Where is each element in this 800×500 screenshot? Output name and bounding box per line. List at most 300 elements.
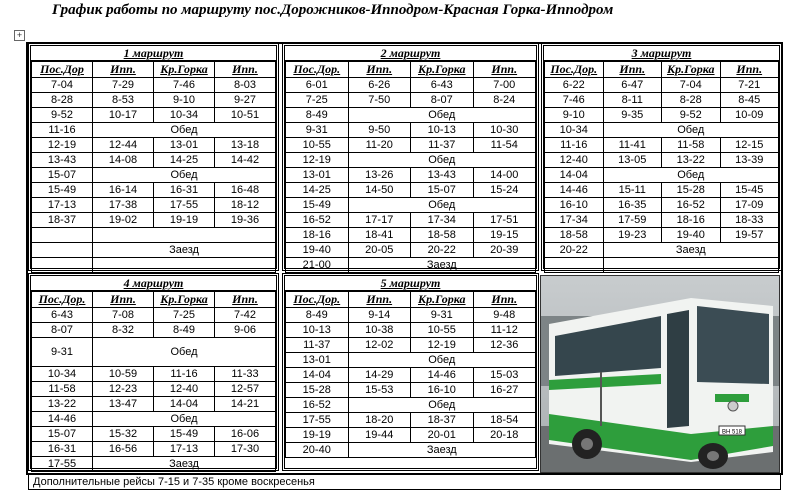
time-cell: 12-02 xyxy=(348,338,411,353)
time-cell: 12-40 xyxy=(154,382,215,397)
time-cell: 8-28 xyxy=(32,93,93,108)
route-3-block xyxy=(541,43,782,271)
time-cell: 10-38 xyxy=(348,323,411,338)
time-cell: 11-12 xyxy=(473,323,536,338)
time-cell: 14-46 xyxy=(32,412,93,427)
time-cell: 14-04 xyxy=(545,168,604,183)
time-cell: 11-54 xyxy=(473,138,536,153)
table-row xyxy=(32,367,276,382)
time-cell: 18-41 xyxy=(348,228,411,243)
time-cell: 7-00 xyxy=(473,78,536,93)
time-cell: 16-31 xyxy=(32,442,93,457)
merged-cell: Заезд xyxy=(348,258,536,273)
time-cell: 20-22 xyxy=(411,243,474,258)
table-row xyxy=(32,243,276,258)
time-cell: 9-48 xyxy=(473,308,536,323)
time-cell: 12-19 xyxy=(411,338,474,353)
table-row xyxy=(286,353,536,368)
time-cell: 19-02 xyxy=(93,213,154,228)
time-cell: 19-19 xyxy=(154,213,215,228)
time-cell: 8-07 xyxy=(32,323,93,338)
table-row xyxy=(286,228,536,243)
time-cell: 14-04 xyxy=(286,368,349,383)
column-header: Ипп. xyxy=(473,292,536,308)
merged-cell: Обед xyxy=(348,353,536,368)
table-row xyxy=(286,123,536,138)
column-header: Ипп. xyxy=(93,62,154,78)
column-header: Ипп. xyxy=(215,62,276,78)
time-cell: 12-19 xyxy=(32,138,93,153)
table-row xyxy=(545,168,779,183)
time-cell: 17-55 xyxy=(32,457,93,472)
table-row xyxy=(545,243,779,258)
time-cell: 15-53 xyxy=(348,383,411,398)
table-row xyxy=(545,108,779,123)
time-cell: 8-32 xyxy=(93,323,154,338)
page-title: График работы по маршруту пос.Дорожников-Ипподром-Красная Горка-Ипподром xyxy=(52,2,614,18)
time-cell: 17-38 xyxy=(93,198,154,213)
time-cell: 7-42 xyxy=(215,308,276,323)
bus-plate: ВН 518 xyxy=(721,429,743,436)
time-cell: 15-11 xyxy=(603,183,662,198)
time-cell: 13-47 xyxy=(93,397,154,412)
time-cell: 9-10 xyxy=(545,108,604,123)
route-2-block xyxy=(282,43,539,271)
time-cell: 12-36 xyxy=(473,338,536,353)
time-cell: 17-59 xyxy=(603,213,662,228)
time-cell: 12-15 xyxy=(720,138,779,153)
table-row xyxy=(32,457,276,472)
time-cell: 19-36 xyxy=(215,213,276,228)
table-row xyxy=(286,368,536,383)
time-cell: 8-11 xyxy=(603,93,662,108)
time-cell: 6-43 xyxy=(32,308,93,323)
table-row xyxy=(32,138,276,153)
column-header: Ипп. xyxy=(348,62,411,78)
merged-cell xyxy=(603,258,779,273)
table-row xyxy=(286,323,536,338)
time-cell: 7-08 xyxy=(93,308,154,323)
table-row xyxy=(286,213,536,228)
table-row xyxy=(32,338,276,367)
time-cell: 17-34 xyxy=(545,213,604,228)
time-cell: 13-26 xyxy=(348,168,411,183)
table-row xyxy=(32,213,276,228)
time-cell: 11-37 xyxy=(286,338,349,353)
time-cell: 6-26 xyxy=(348,78,411,93)
time-cell: 18-20 xyxy=(348,413,411,428)
table-row xyxy=(286,198,536,213)
time-cell: 14-42 xyxy=(215,153,276,168)
time-cell: 11-33 xyxy=(215,367,276,382)
table-row xyxy=(32,93,276,108)
time-cell: 7-25 xyxy=(154,308,215,323)
time-cell: 18-12 xyxy=(215,198,276,213)
time-cell: 10-09 xyxy=(720,108,779,123)
route-5-block xyxy=(282,273,539,471)
time-cell: 14-08 xyxy=(93,153,154,168)
time-cell: 8-07 xyxy=(411,93,474,108)
merged-cell: Заезд xyxy=(93,243,276,258)
time-cell: 8-49 xyxy=(286,308,349,323)
time-cell: 18-54 xyxy=(473,413,536,428)
time-cell: 14-46 xyxy=(411,368,474,383)
time-cell xyxy=(545,258,604,273)
time-cell: 20-18 xyxy=(473,428,536,443)
time-cell: 11-16 xyxy=(154,367,215,382)
time-cell: 9-35 xyxy=(603,108,662,123)
time-cell: 15-07 xyxy=(32,168,93,183)
time-cell: 14-46 xyxy=(545,183,604,198)
time-cell: 19-19 xyxy=(286,428,349,443)
time-cell: 16-52 xyxy=(662,198,721,213)
merged-cell: Обед xyxy=(93,412,276,427)
schedule-table xyxy=(285,291,536,458)
table-row xyxy=(32,78,276,93)
time-cell: 10-17 xyxy=(93,108,154,123)
time-cell: 10-51 xyxy=(215,108,276,123)
column-header: Кр.Горка xyxy=(154,292,215,308)
table-row xyxy=(286,383,536,398)
time-cell: 8-45 xyxy=(720,93,779,108)
table-row xyxy=(286,443,536,458)
time-cell: 9-10 xyxy=(154,93,215,108)
time-cell: 13-01 xyxy=(286,353,349,368)
column-header: Пос.Дор. xyxy=(32,292,93,308)
time-cell: 20-40 xyxy=(286,443,349,458)
time-cell: 7-04 xyxy=(32,78,93,93)
schedule-table xyxy=(544,61,779,273)
time-cell: 18-58 xyxy=(411,228,474,243)
column-header: Кр.Горка xyxy=(154,62,215,78)
header-row xyxy=(545,62,779,78)
schedule-table xyxy=(31,291,276,472)
time-cell: 8-28 xyxy=(662,93,721,108)
table-row xyxy=(32,323,276,338)
time-cell: 7-50 xyxy=(348,93,411,108)
table-row xyxy=(286,78,536,93)
time-cell: 20-01 xyxy=(411,428,474,443)
time-cell: 12-44 xyxy=(93,138,154,153)
time-cell: 10-30 xyxy=(473,123,536,138)
time-cell: 14-29 xyxy=(348,368,411,383)
time-cell: 17-51 xyxy=(473,213,536,228)
table-row xyxy=(32,108,276,123)
table-row xyxy=(545,123,779,138)
time-cell: 10-55 xyxy=(286,138,349,153)
time-cell: 17-09 xyxy=(720,198,779,213)
table-row xyxy=(286,413,536,428)
column-header: Ипп. xyxy=(93,292,154,308)
table-row xyxy=(286,108,536,123)
time-cell: 15-49 xyxy=(286,198,349,213)
time-cell: 10-59 xyxy=(93,367,154,382)
time-cell: 8-24 xyxy=(473,93,536,108)
time-cell: 14-25 xyxy=(154,153,215,168)
time-cell: 19-40 xyxy=(662,228,721,243)
table-row xyxy=(545,183,779,198)
merged-cell: Обед xyxy=(348,153,536,168)
time-cell: 15-32 xyxy=(93,427,154,442)
column-header: Кр.Горка xyxy=(411,292,474,308)
table-row xyxy=(545,258,779,273)
time-cell: 16-27 xyxy=(473,383,536,398)
table-row xyxy=(286,183,536,198)
time-cell: 20-39 xyxy=(473,243,536,258)
table-row xyxy=(32,198,276,213)
time-cell: 11-16 xyxy=(545,138,604,153)
time-cell: 11-20 xyxy=(348,138,411,153)
time-cell: 15-28 xyxy=(286,383,349,398)
column-header: Ипп. xyxy=(473,62,536,78)
column-header: Пос.Дор. xyxy=(286,292,349,308)
time-cell: 8-53 xyxy=(93,93,154,108)
column-header: Пос.Дор. xyxy=(545,62,604,78)
table-row xyxy=(32,153,276,168)
footer-note: Дополнительные рейсы 7-15 и 7-35 кроме воскресенья xyxy=(28,474,781,490)
time-cell: 17-13 xyxy=(32,198,93,213)
time-cell: 13-05 xyxy=(603,153,662,168)
time-cell: 12-23 xyxy=(93,382,154,397)
time-cell: 8-49 xyxy=(286,108,349,123)
time-cell: 14-04 xyxy=(154,397,215,412)
time-cell: 6-01 xyxy=(286,78,349,93)
column-header: Пос.Дор xyxy=(32,62,93,78)
merged-cell: Обед xyxy=(93,338,276,367)
time-cell: 10-13 xyxy=(286,323,349,338)
time-cell: 11-58 xyxy=(32,382,93,397)
table-row xyxy=(32,228,276,243)
time-cell: 14-25 xyxy=(286,183,349,198)
merged-cell: Обед xyxy=(603,168,779,183)
header-row xyxy=(286,292,536,308)
time-cell: 16-35 xyxy=(603,198,662,213)
merged-cell xyxy=(93,258,276,273)
time-cell: 9-52 xyxy=(32,108,93,123)
column-header: Ипп. xyxy=(348,292,411,308)
time-cell: 16-14 xyxy=(93,183,154,198)
time-cell: 17-34 xyxy=(411,213,474,228)
table-row xyxy=(32,442,276,457)
header-row xyxy=(32,62,276,78)
time-cell: 15-49 xyxy=(154,427,215,442)
time-cell: 7-25 xyxy=(286,93,349,108)
header-row xyxy=(286,62,536,78)
header-row xyxy=(32,292,276,308)
time-cell: 6-22 xyxy=(545,78,604,93)
time-cell: 11-58 xyxy=(662,138,721,153)
time-cell: 11-41 xyxy=(603,138,662,153)
time-cell: 10-34 xyxy=(32,367,93,382)
time-cell: 6-43 xyxy=(411,78,474,93)
time-cell: 15-03 xyxy=(473,368,536,383)
table-row xyxy=(545,93,779,108)
table-row xyxy=(32,308,276,323)
time-cell: 13-01 xyxy=(154,138,215,153)
table-move-handle-icon[interactable]: + xyxy=(14,30,25,41)
time-cell: 21-00 xyxy=(286,258,349,273)
time-cell: 17-55 xyxy=(286,413,349,428)
time-cell: 7-04 xyxy=(662,78,721,93)
time-cell: 7-46 xyxy=(545,93,604,108)
time-cell: 19-44 xyxy=(348,428,411,443)
time-cell: 16-10 xyxy=(411,383,474,398)
table-row xyxy=(286,93,536,108)
column-header: Ипп. xyxy=(720,62,779,78)
column-header: Кр.Горка xyxy=(662,62,721,78)
route-title: 4 маршрут xyxy=(31,276,276,291)
table-row xyxy=(545,78,779,93)
time-cell: 9-31 xyxy=(32,338,93,367)
schedule-table xyxy=(31,61,276,273)
time-cell: 17-30 xyxy=(215,442,276,457)
table-row xyxy=(286,428,536,443)
time-cell: 9-14 xyxy=(348,308,411,323)
merged-cell: Обед xyxy=(93,123,276,138)
route-1-block xyxy=(28,43,279,271)
merged-cell: Заезд xyxy=(348,443,536,458)
time-cell: 15-49 xyxy=(32,183,93,198)
time-cell: 13-01 xyxy=(286,168,349,183)
time-cell: 6-47 xyxy=(603,78,662,93)
time-cell: 15-24 xyxy=(473,183,536,198)
time-cell: 20-05 xyxy=(348,243,411,258)
table-row xyxy=(286,168,536,183)
time-cell: 16-52 xyxy=(286,213,349,228)
time-cell: 16-48 xyxy=(215,183,276,198)
time-cell: 15-45 xyxy=(720,183,779,198)
time-cell: 7-46 xyxy=(154,78,215,93)
merged-cell xyxy=(93,228,276,243)
table-row xyxy=(545,228,779,243)
table-row xyxy=(286,338,536,353)
time-cell: 9-27 xyxy=(215,93,276,108)
time-cell: 18-16 xyxy=(662,213,721,228)
time-cell xyxy=(32,258,93,273)
merged-cell: Обед xyxy=(348,108,536,123)
time-cell: 14-50 xyxy=(348,183,411,198)
time-cell: 8-03 xyxy=(215,78,276,93)
time-cell: 10-13 xyxy=(411,123,474,138)
time-cell: 13-22 xyxy=(662,153,721,168)
time-cell: 11-16 xyxy=(32,123,93,138)
time-cell: 7-29 xyxy=(93,78,154,93)
time-cell: 18-37 xyxy=(32,213,93,228)
time-cell: 13-39 xyxy=(720,153,779,168)
table-row xyxy=(286,153,536,168)
table-row xyxy=(286,243,536,258)
table-row xyxy=(545,213,779,228)
route-title: 2 маршрут xyxy=(285,46,536,61)
time-cell: 13-22 xyxy=(32,397,93,412)
time-cell: 14-00 xyxy=(473,168,536,183)
time-cell: 17-13 xyxy=(154,442,215,457)
time-cell: 9-06 xyxy=(215,323,276,338)
table-row xyxy=(32,397,276,412)
time-cell: 15-28 xyxy=(662,183,721,198)
time-cell: 19-23 xyxy=(603,228,662,243)
route-4-block xyxy=(28,273,279,471)
bus-image xyxy=(541,276,779,472)
time-cell: 19-15 xyxy=(473,228,536,243)
table-row xyxy=(32,258,276,273)
merged-cell: Обед xyxy=(348,398,536,413)
time-cell: 10-55 xyxy=(411,323,474,338)
time-cell: 17-17 xyxy=(348,213,411,228)
time-cell: 18-37 xyxy=(411,413,474,428)
time-cell: 9-31 xyxy=(411,308,474,323)
time-cell: 15-07 xyxy=(32,427,93,442)
time-cell: 13-18 xyxy=(215,138,276,153)
time-cell: 15-07 xyxy=(411,183,474,198)
table-row xyxy=(32,183,276,198)
time-cell: 20-22 xyxy=(545,243,604,258)
time-cell: 16-06 xyxy=(215,427,276,442)
time-cell: 8-49 xyxy=(154,323,215,338)
table-row xyxy=(32,382,276,397)
time-cell: 12-40 xyxy=(545,153,604,168)
table-row xyxy=(286,398,536,413)
merged-cell: Обед xyxy=(348,198,536,213)
route-title: 1 маршрут xyxy=(31,46,276,61)
time-cell: 13-43 xyxy=(411,168,474,183)
time-cell: 12-19 xyxy=(286,153,349,168)
time-cell: 18-33 xyxy=(720,213,779,228)
merged-cell: Обед xyxy=(603,123,779,138)
table-row xyxy=(32,168,276,183)
time-cell: 17-55 xyxy=(154,198,215,213)
table-row xyxy=(32,123,276,138)
time-cell: 9-52 xyxy=(662,108,721,123)
table-row xyxy=(545,198,779,213)
merged-cell: Заезд xyxy=(93,457,276,472)
column-header: Ипп. xyxy=(603,62,662,78)
time-cell: 16-31 xyxy=(154,183,215,198)
time-cell: 16-52 xyxy=(286,398,349,413)
merged-cell: Заезд xyxy=(603,243,779,258)
time-cell: 14-21 xyxy=(215,397,276,412)
table-row xyxy=(32,427,276,442)
merged-cell: Обед xyxy=(93,168,276,183)
route-title: 3 маршрут xyxy=(544,46,779,61)
schedule-table xyxy=(285,61,536,273)
column-header: Ипп. xyxy=(215,292,276,308)
column-header: Кр.Горка xyxy=(411,62,474,78)
time-cell: 9-50 xyxy=(348,123,411,138)
time-cell: 19-40 xyxy=(286,243,349,258)
table-row xyxy=(545,153,779,168)
time-cell: 18-16 xyxy=(286,228,349,243)
time-cell: 16-56 xyxy=(93,442,154,457)
time-cell: 10-34 xyxy=(545,123,604,138)
time-cell xyxy=(32,243,93,258)
time-cell: 10-34 xyxy=(154,108,215,123)
time-cell: 11-37 xyxy=(411,138,474,153)
time-cell: 18-58 xyxy=(545,228,604,243)
table-row xyxy=(286,258,536,273)
time-cell: 12-57 xyxy=(215,382,276,397)
table-row xyxy=(32,412,276,427)
time-cell: 19-57 xyxy=(720,228,779,243)
table-row xyxy=(545,138,779,153)
time-cell xyxy=(32,228,93,243)
time-cell: 16-10 xyxy=(545,198,604,213)
table-row xyxy=(286,308,536,323)
bus-photo xyxy=(540,275,780,473)
time-cell: 7-21 xyxy=(720,78,779,93)
column-header: Пос.Дор. xyxy=(286,62,349,78)
time-cell: 13-43 xyxy=(32,153,93,168)
